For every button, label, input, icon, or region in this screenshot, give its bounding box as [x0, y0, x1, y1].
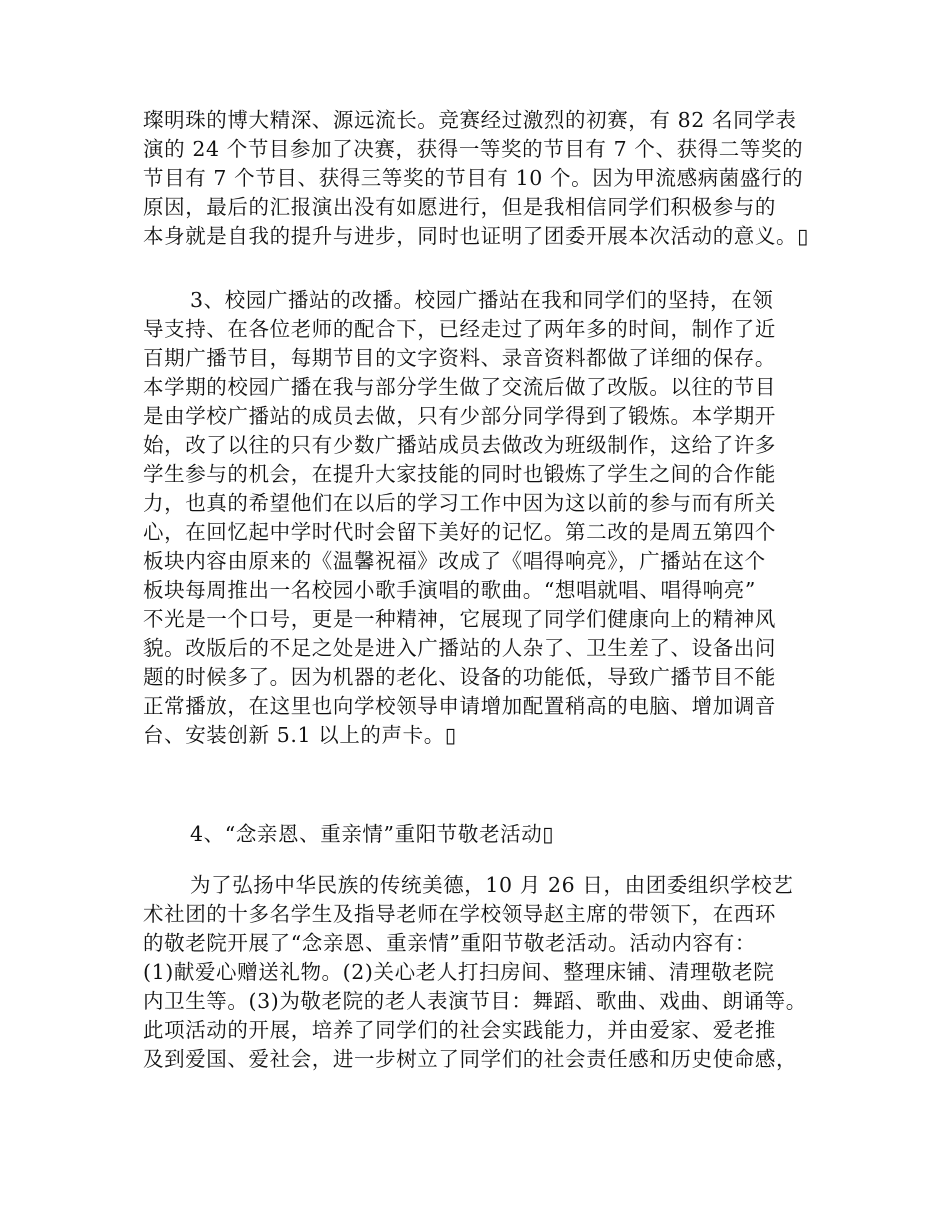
text-line: 板块每周推出一名校园小歌手演唱的歌曲。“想唱就唱、唱得响亮”	[143, 578, 756, 602]
text-line: 导支持、在各位老师的配合下，已经走过了两年多的时间，制作了近	[143, 317, 776, 341]
text-line: 不光是一个口号，更是一种精神，它展现了同学们健康向上的精神风	[143, 607, 776, 631]
text-line: 此项活动的开展，培养了同学们的社会实践能力，并由爱家、爱老推	[143, 1018, 776, 1042]
heading-line: 4、“念亲恩、重亲情”重阳节敬老活动▯	[190, 822, 555, 846]
text-line: 题的时候多了。因为机器的老化、设备的功能低，导致广播节目不能	[143, 665, 776, 689]
text-line: 板块内容由原来的《温馨祝福》改成了《唱得响亮》，广播站在这个	[143, 549, 766, 573]
text-line: (1)献爱心赠送礼物。(2)关心老人打扫房间、整理床铺、清理敬老院	[143, 960, 775, 984]
text-line: 本身就是自我的提升与进步，同时也证明了团委开展本次活动的意义。▯	[143, 224, 809, 248]
text-line: 节目有 7 个节目、获得三等奖的节目有 10 个。因为甲流感病菌盛行的	[143, 166, 804, 190]
text-line: 璨明珠的博大精深、源远流长。竞赛经过激烈的初赛，有 82 名同学表	[143, 108, 797, 132]
text-line: 貌。改版后的不足之处是进入广播站的人杂了、卫生差了、设备出问	[143, 636, 776, 660]
text-line: 学生参与的机会，在提升大家技能的同时也锻炼了学生之间的合作能	[143, 462, 776, 486]
text-line: 为了弘扬中华民族的传统美德，10 月 26 日，由团委组织学校艺	[190, 873, 794, 897]
text-line: 台、安装创新 5.1 以上的声卡。▯	[143, 723, 457, 747]
text-line: 力，也真的希望他们在以后的学习工作中因为这以前的参与而有所关	[143, 491, 776, 515]
text-line: 内卫生等。(3)为敬老院的老人表演节目：舞蹈、歌曲、戏曲、朗诵等。	[143, 989, 807, 1013]
text-line: 的敬老院开展了“念亲恩、重亲情”重阳节敬老活动。活动内容有：	[143, 931, 756, 955]
text-line: 3、校园广播站的改播。校园广播站在我和同学们的坚持，在领	[190, 288, 774, 312]
text-line: 百期广播节目，每期节目的文字资料、录音资料都做了详细的保存。	[143, 346, 776, 370]
text-line: 心，在回忆起中学时代时会留下美好的记忆。第二改的是周五第四个	[143, 520, 776, 544]
paragraph-elder-activity	[143, 871, 843, 1074]
text-line: 本学期的校园广播在我与部分学生做了交流后做了改版。以往的节目	[143, 375, 776, 399]
text-line: 术社团的十多名学生及指导老师在学校领导赵主席的带领下，在西环	[143, 902, 776, 926]
text-line: 演的 24 个节目参加了决赛，获得一等奖的节目有 7 个、获得二等奖的	[143, 137, 804, 161]
text-line: 始，改了以往的只有少数广播站成员去做改为班级制作，这给了许多	[143, 433, 776, 457]
text-line: 及到爱国、爱社会，进一步树立了同学们的社会责任感和历史使命感，	[143, 1047, 798, 1071]
text-line: 是由学校广播站的成员去做，只有少部分同学得到了锻炼。本学期开	[143, 404, 776, 428]
paragraph-competition-summary	[143, 106, 843, 251]
section-heading-elder-activity	[143, 820, 843, 849]
paragraph-campus-radio	[143, 286, 843, 750]
text-line: 正常播放，在这里也向学校领导申请增加配置稍高的电脑、增加调音	[143, 694, 776, 718]
text-line: 原因，最后的汇报演出没有如愿进行，但是我相信同学们积极参与的	[143, 195, 776, 219]
